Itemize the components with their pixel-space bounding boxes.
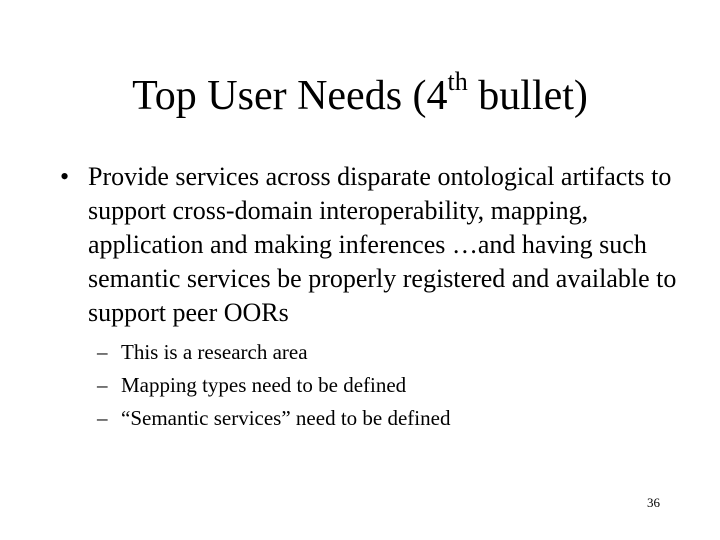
- sub-bullet-text: Mapping types need to be defined: [121, 373, 407, 397]
- bullet-marker: •: [60, 162, 70, 191]
- sub-bullet-text: “Semantic services” need to be defined: [121, 406, 451, 430]
- sub-bullet-list: [97, 336, 657, 435]
- sub-bullet-text: This is a research area: [121, 340, 308, 364]
- title-text: Top User Needs (4: [132, 73, 448, 119]
- page-number: 36: [647, 495, 660, 510]
- title-text-end: bullet): [467, 73, 588, 119]
- sub-bullet: [97, 369, 657, 402]
- slide-title: [0, 68, 720, 124]
- sub-bullet: [97, 336, 657, 369]
- sub-bullet: [97, 402, 657, 435]
- sub-bullet-dash: –: [97, 406, 108, 430]
- sub-bullet-dash: –: [97, 373, 108, 397]
- main-bullet: [60, 160, 680, 330]
- title-superscript: th: [447, 67, 468, 96]
- sub-bullet-dash: –: [97, 340, 108, 364]
- main-bullet-text: Provide services across disparate ontological artifacts to support cross-domain interoperability, mapping, application and making inferences …and having such semantic services be properly registered and available to support peer OORs: [88, 162, 677, 327]
